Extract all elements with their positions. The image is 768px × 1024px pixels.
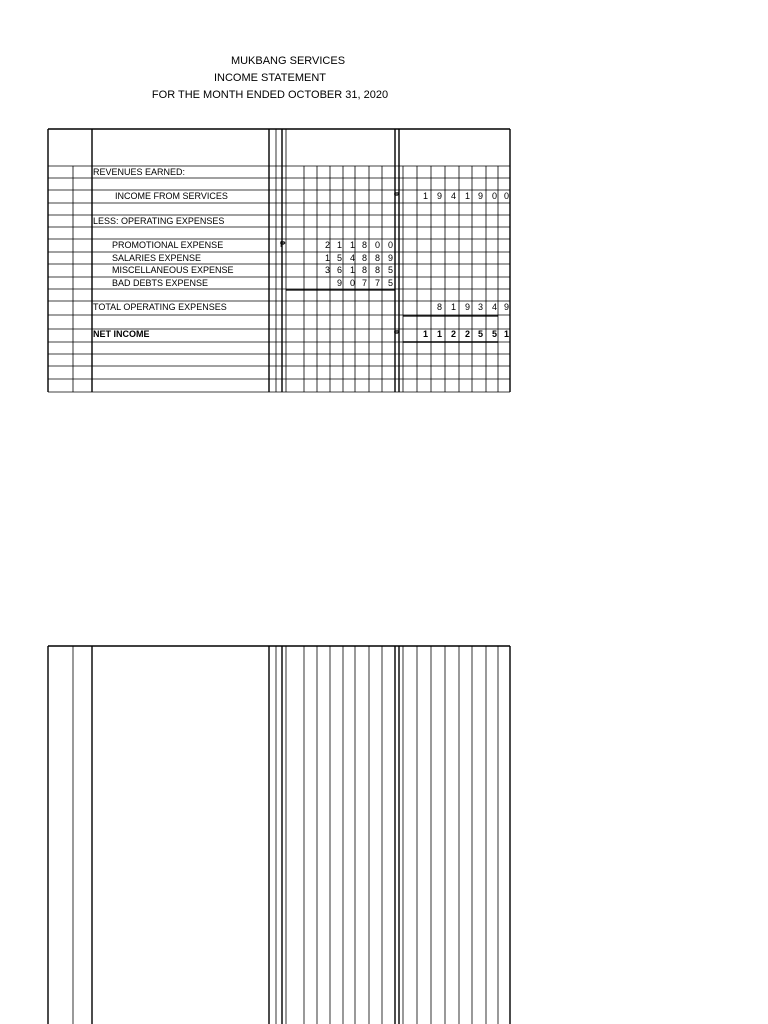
amount-digit: 2: [324, 240, 330, 250]
amount-digit: 1: [503, 329, 509, 339]
amount-digit: 8: [374, 253, 380, 263]
row-label: NET INCOME: [93, 329, 150, 339]
amount-digit: 9: [477, 191, 483, 201]
amount-digit: 8: [374, 265, 380, 275]
statement-period: FOR THE MONTH ENDED OCTOBER 31, 2020: [151, 89, 389, 101]
row-label: SALARIES EXPENSE: [112, 253, 202, 263]
amount-digit: 5: [491, 329, 497, 339]
amount-digit: 9: [387, 253, 393, 263]
amount-digit: 0: [387, 240, 393, 250]
row-label: MISCELLANEOUS EXPENSE: [112, 265, 234, 275]
amount-digit: 9: [436, 191, 442, 201]
amount-digit: 7: [374, 278, 380, 288]
row-label: REVENUES EARNED:: [93, 167, 186, 177]
amount-digit: 1: [349, 240, 355, 250]
amount-digit: 0: [491, 191, 497, 201]
row-label: PROMOTIONAL EXPENSE: [112, 240, 224, 250]
company-name: MUKBANG SERVICES: [230, 55, 346, 67]
row-label: INCOME FROM SERVICES: [115, 191, 228, 201]
currency-symbol: ₱: [280, 240, 286, 249]
amount-digit: 1: [324, 253, 330, 263]
amount-digit: 8: [436, 302, 442, 312]
amount-digit: 7: [361, 278, 367, 288]
amount-digit: 1: [336, 240, 342, 250]
currency-symbol: ₱: [394, 329, 400, 338]
amount-digit: 2: [450, 329, 456, 339]
amount-digit: 1: [450, 302, 456, 312]
amount-digit: 5: [477, 329, 483, 339]
currency-symbol: ₱: [394, 191, 400, 200]
amount-digit: 0: [503, 191, 509, 201]
amount-digit: 2: [464, 329, 470, 339]
amount-digit: 5: [336, 253, 342, 263]
amount-digit: 1: [422, 329, 428, 339]
amount-digit: 1: [349, 265, 355, 275]
amount-digit: 0: [374, 240, 380, 250]
row-label: LESS: OPERATING EXPENSES: [93, 216, 225, 226]
row-label: TOTAL OPERATING EXPENSES: [93, 302, 227, 312]
amount-digit: 8: [361, 253, 367, 263]
amount-digit: 3: [477, 302, 483, 312]
amount-digit: 9: [336, 278, 342, 288]
amount-digit: 8: [361, 265, 367, 275]
statement-title: INCOME STATEMENT: [213, 72, 327, 84]
amount-digit: 9: [464, 302, 470, 312]
amount-digit: 1: [422, 191, 428, 201]
amount-digit: 0: [349, 278, 355, 288]
amount-digit: 3: [324, 265, 330, 275]
amount-digit: 4: [491, 302, 497, 312]
amount-digit: 4: [450, 191, 456, 201]
amount-digit: 1: [464, 191, 470, 201]
row-label: BAD DEBTS EXPENSE: [112, 278, 209, 288]
amount-digit: 5: [387, 265, 393, 275]
amount-digit: 9: [503, 302, 509, 312]
amount-digit: 5: [387, 278, 393, 288]
amount-digit: 8: [361, 240, 367, 250]
amount-digit: 1: [436, 329, 442, 339]
amount-digit: 6: [336, 265, 342, 275]
amount-digit: 4: [349, 253, 355, 263]
